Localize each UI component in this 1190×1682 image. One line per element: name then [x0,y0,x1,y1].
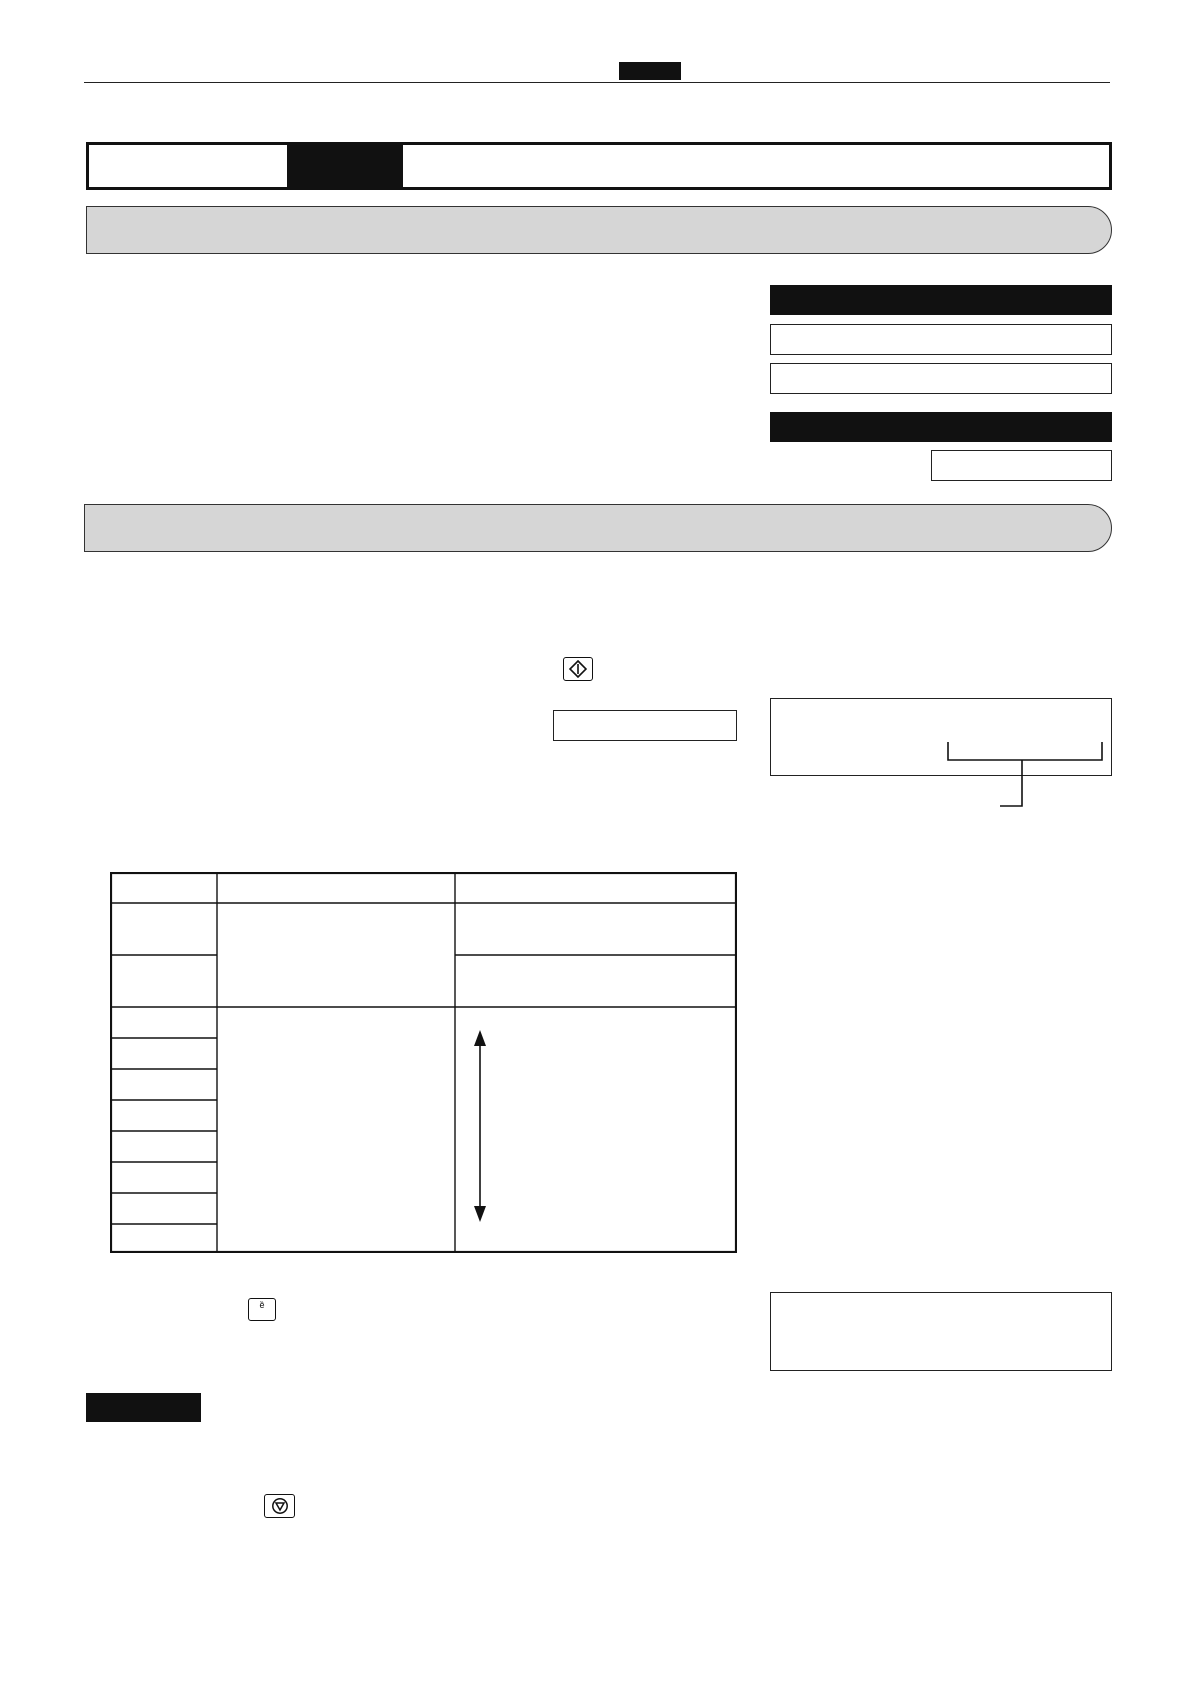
section-header-1 [86,206,1112,254]
title-bar [86,142,1112,190]
section-header-2 [84,504,1112,552]
top-rule [84,82,1110,83]
right-panel-heading-2 [770,412,1112,442]
right-panel-field-3 [931,450,1112,481]
start-key-glyph-icon [569,660,587,678]
right-panel-field-1 [770,324,1112,355]
spec-table-grid [110,872,737,1253]
title-dark-cell [289,145,403,187]
page-tab [619,62,681,80]
display-bracket-callout [940,740,1112,810]
note-label [86,1393,201,1422]
stop-key-icon[interactable] [264,1494,295,1518]
right-panel-field-2 [770,363,1112,394]
display-box-2 [770,1292,1112,1371]
clear-key-icon[interactable] [248,1298,276,1321]
input-box [553,710,737,741]
clear-key-glyph: ȅ [259,1300,265,1310]
start-key-icon[interactable] [563,657,593,681]
right-panel-heading-1 [770,285,1112,315]
stop-key-glyph-icon [271,1497,289,1515]
spec-table [110,872,737,1253]
